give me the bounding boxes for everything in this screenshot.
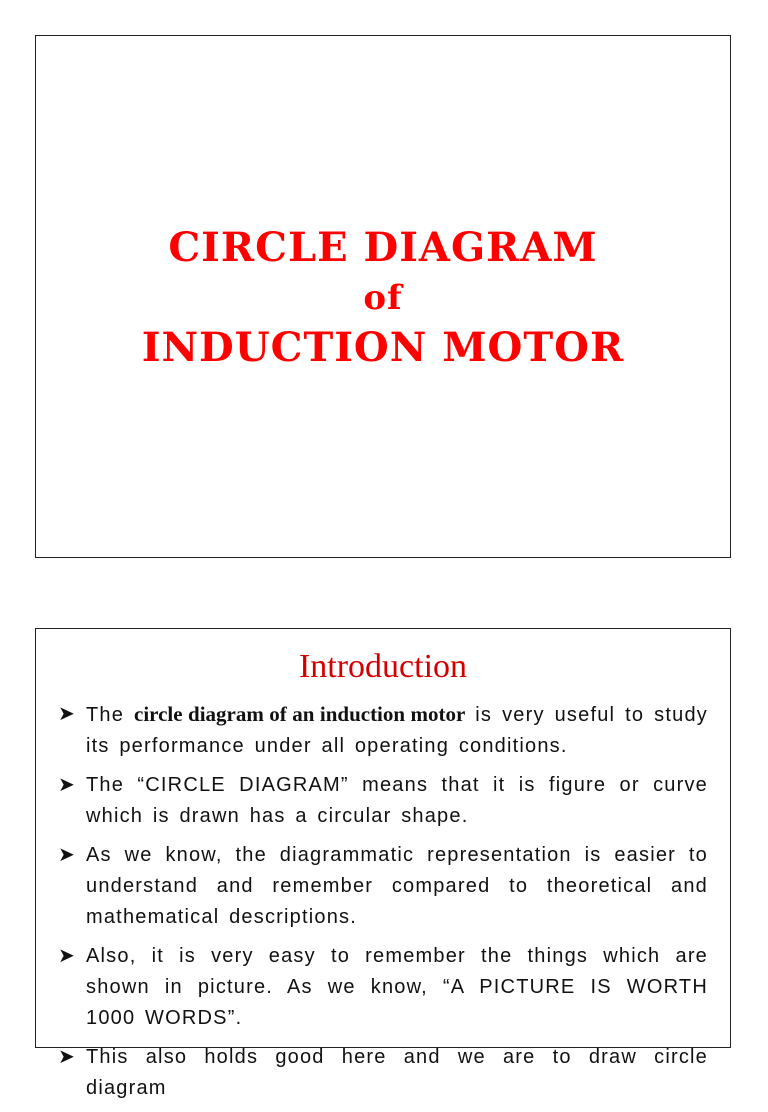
title-line-1: CIRCLE DIAGRAM (168, 224, 598, 271)
arrow-bullet-icon: ➤ (58, 945, 76, 967)
bullet-bold-phrase: circle diagram of an induction motor (134, 702, 466, 726)
bullet-item (58, 941, 708, 1034)
title-slide (35, 35, 731, 558)
arrow-bullet-icon: ➤ (58, 774, 76, 796)
bullet-text: This also holds good here and we are to draw circle diagram (86, 1046, 708, 1099)
bullet-item (58, 1042, 708, 1104)
slide-heading: Introduction (298, 648, 468, 685)
presentation-title (36, 222, 730, 374)
title-line-3: INDUCTION MOTOR (141, 324, 625, 371)
bullet-item (58, 770, 708, 832)
bullet-text: Also, it is very easy to remember the things which are shown in picture. As we know, “A PICTURE IS WORTH 1000 WORDS”. (86, 945, 708, 1029)
arrow-bullet-icon: ➤ (58, 1046, 76, 1068)
bullet-text-suffix: is very useful to study its performance under all operating conditions. (86, 704, 708, 757)
bullet-text: As we know, the diagrammatic representation is easier to understand and remember compared to theoretical and mathematical descriptions. (86, 844, 708, 928)
arrow-bullet-icon: ➤ (58, 844, 76, 866)
title-line-2: of (363, 278, 403, 318)
bullet-text: The “CIRCLE DIAGRAM” means that it is figure or curve which is drawn has a circular shape. (86, 774, 708, 827)
introduction-slide (35, 628, 731, 1099)
arrow-bullet-icon: ➤ (58, 703, 76, 725)
bullet-list (58, 699, 708, 1112)
bullet-item (58, 699, 708, 762)
bullet-item (58, 840, 708, 933)
bullet-text-prefix: The (86, 704, 135, 726)
